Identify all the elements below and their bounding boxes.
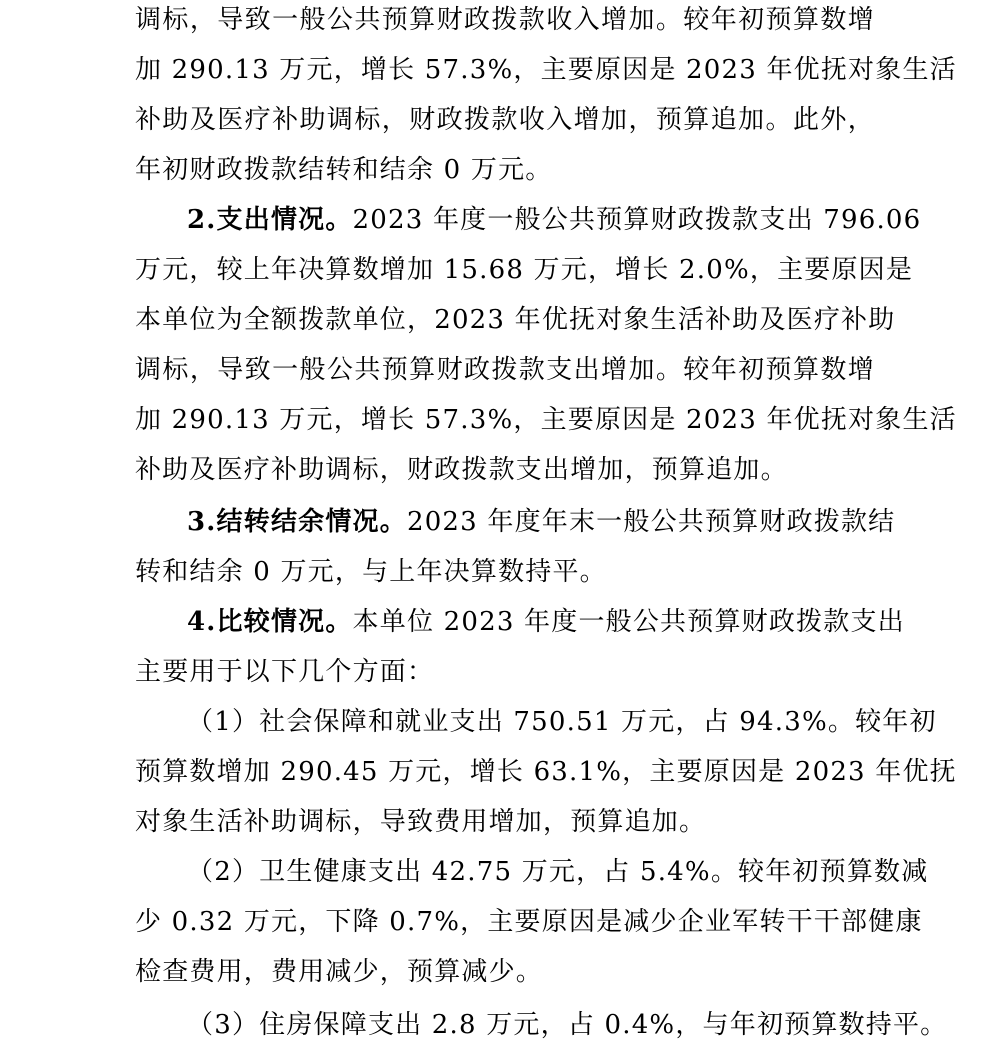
body-text-line: 调标，导致一般公共预算财政拨款支出增加。较年初预算数增 bbox=[135, 355, 875, 385]
section-2-heading: 2.支出情况。 bbox=[187, 205, 353, 235]
section-3-heading: 3.结转结余情况。 bbox=[187, 507, 407, 537]
section-2-first-line-text: 2023 年度一般公共预算财政拨款支出 796.06 bbox=[352, 205, 922, 235]
item-3-line: （3）住房保障支出 2.8 万元，占 0.4%，与年初预算数持平。 bbox=[187, 1010, 948, 1040]
body-text-line: 少 0.32 万元，下降 0.7%，主要原因是减少企业军转干干部健康 bbox=[135, 907, 923, 937]
section-3-first-line-text: 2023 年度年末一般公共预算财政拨款结 bbox=[406, 507, 896, 537]
section-2-first-line bbox=[187, 205, 922, 235]
item-2-first-line: （2）卫生健康支出 42.75 万元，占 5.4%。较年初预算数减 bbox=[187, 857, 929, 887]
body-text-line: 加 290.13 万元，增长 57.3%，主要原因是 2023 年优抚对象生活 bbox=[135, 55, 957, 85]
body-text-line: 检查费用，费用减少，预算减少。 bbox=[135, 957, 544, 987]
body-text-line: 补助及医疗补助调标，财政拨款收入增加，预算追加。此外， bbox=[135, 105, 875, 135]
body-text-line: 主要用于以下几个方面： bbox=[135, 657, 435, 687]
body-text-line: 预算数增加 290.45 万元，增长 63.1%，主要原因是 2023 年优抚 bbox=[135, 757, 957, 787]
body-text-line: 万元，较上年决算数增加 15.68 万元，增长 2.0%，主要原因是 bbox=[135, 255, 914, 285]
section-3-first-line bbox=[187, 507, 896, 537]
body-text-line: 加 290.13 万元，增长 57.3%，主要原因是 2023 年优抚对象生活 bbox=[135, 405, 957, 435]
body-text-line: 调标，导致一般公共预算财政拨款收入增加。较年初预算数增 bbox=[135, 5, 875, 35]
body-text-line: 本单位为全额拨款单位，2023 年优抚对象生活补助及医疗补助 bbox=[135, 305, 896, 335]
item-1-first-line: （1）社会保障和就业支出 750.51 万元，占 94.3%。较年初 bbox=[187, 707, 937, 737]
body-text-line: 转和结余 0 万元，与上年决算数持平。 bbox=[135, 557, 607, 587]
body-text-line: 年初财政拨款结转和结余 0 万元。 bbox=[135, 155, 553, 185]
body-text-line: 对象生活补助调标，导致费用增加，预算追加。 bbox=[135, 807, 707, 837]
body-text-line: 补助及医疗补助调标，财政拨款支出增加，预算追加。 bbox=[135, 455, 788, 485]
section-4-heading: 4.比较情况。 bbox=[187, 607, 353, 637]
section-4-first-line-text: 本单位 2023 年度一般公共预算财政拨款支出 bbox=[352, 607, 905, 637]
section-4-first-line bbox=[187, 607, 905, 637]
